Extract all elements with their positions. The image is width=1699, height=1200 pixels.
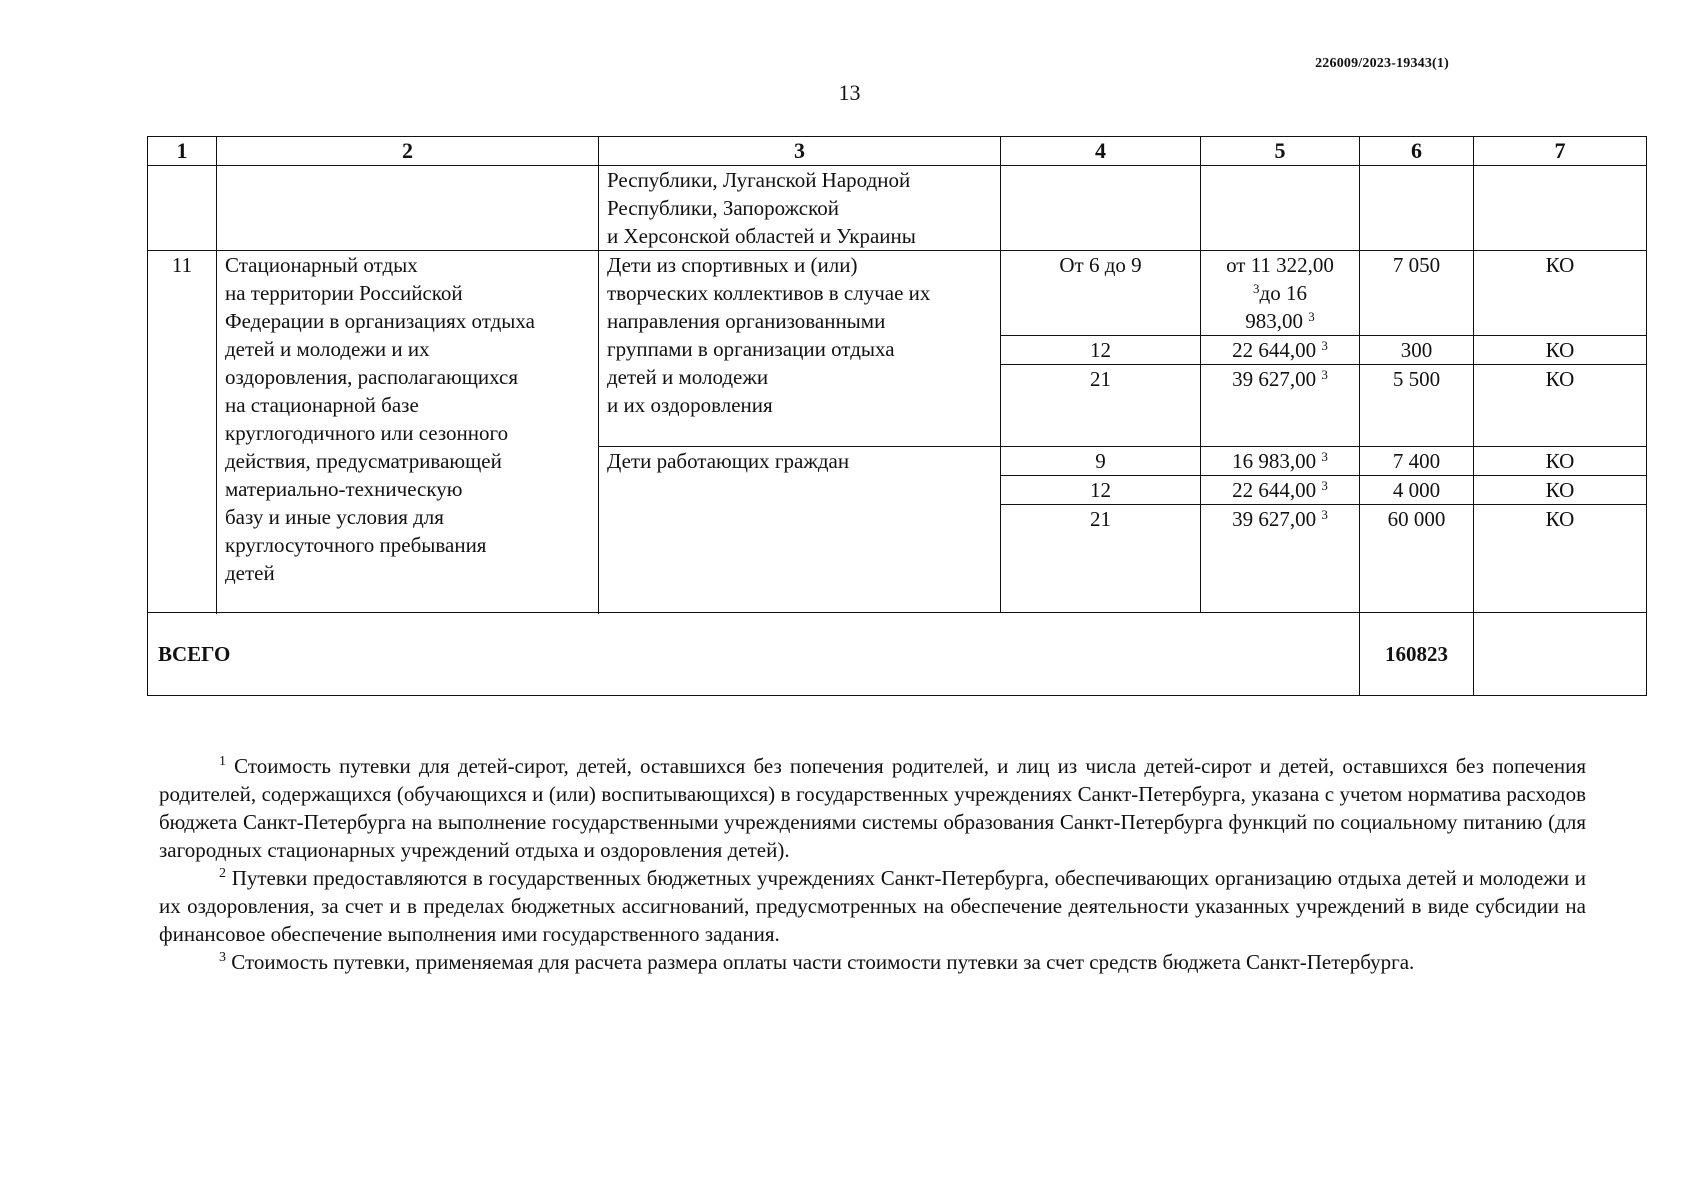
source-cell: КО bbox=[1474, 505, 1647, 613]
footnote-ref: 3 bbox=[1253, 281, 1260, 296]
footnote-ref: 3 bbox=[1308, 309, 1315, 324]
continuation-category bbox=[599, 166, 1001, 251]
days-cell: От 6 до 9 bbox=[1001, 251, 1201, 336]
row-number: 11 bbox=[148, 251, 217, 613]
cost-cell: 39 627,00 $^3$ bbox=[1201, 505, 1360, 613]
column-header: 4 bbox=[1001, 137, 1201, 166]
child-category: Дети работающих граждан bbox=[599, 447, 1001, 613]
footnote-ref: 3 bbox=[1321, 478, 1328, 493]
footnote-ref: 3 bbox=[1321, 507, 1328, 522]
footnote-2: $^2$ Путевки предоставляются в государственных бюджетных учреждениях Санкт-Петербурга, обеспечивающих организацию отдыха детей и молодежи и их оздоровления, за счет и в пределах бюджетных ассигнований, предусмотренных на обеспечение деятельности указанных учреждений в виде субсидии на финансовое обеспечение выполнения ими государственного задания. bbox=[159, 866, 1586, 946]
count-cell: 7 400 bbox=[1360, 447, 1474, 476]
days-cell: 21 bbox=[1001, 365, 1201, 447]
column-header: 3 bbox=[599, 137, 1001, 166]
column-header: 7 bbox=[1474, 137, 1647, 166]
table-row bbox=[148, 251, 1647, 336]
footnote-mark: 2 bbox=[219, 866, 226, 881]
source-cell: КО bbox=[1474, 365, 1647, 447]
source-cell: КО bbox=[1474, 251, 1647, 336]
days-cell: 12 bbox=[1001, 336, 1201, 365]
text-line: и Херсонской областей и Украины bbox=[607, 224, 916, 248]
page-number: 13 bbox=[838, 80, 861, 105]
footnote-mark: 1 bbox=[219, 754, 226, 769]
source-cell: КО bbox=[1474, 476, 1647, 505]
source-cell: КО bbox=[1474, 447, 1647, 476]
source-cell: КО bbox=[1474, 336, 1647, 365]
table-header-row bbox=[148, 137, 1647, 166]
total-row bbox=[148, 613, 1647, 696]
cost-cell: 39 627,00 $^3$ bbox=[1201, 365, 1360, 447]
cost-cell: 22 644,00 $^3$ bbox=[1201, 336, 1360, 365]
cost-cell: от 11 322,00 $^3$до 16 983,00 $^3$ bbox=[1201, 251, 1360, 336]
column-header: 6 bbox=[1360, 137, 1474, 166]
column-header: 5 bbox=[1201, 137, 1360, 166]
rest-type-description: Стационарный отдых на территории Российской Федерации в организациях отдыха детей и молодежи и их оздоровления, располагающихся на стационарной базе круглогодичного или сезонного действия, предусматривающей материально-техническую базу и иные условия для круглосуточного пребывания детей bbox=[217, 251, 599, 613]
total-label: ВСЕГО bbox=[148, 613, 1360, 696]
count-cell: 300 bbox=[1360, 336, 1474, 365]
text-line: Республики, Запорожской bbox=[607, 196, 839, 220]
allocation-table bbox=[147, 136, 1647, 696]
document-id: 226009/2023-19343(1) bbox=[1315, 56, 1449, 71]
count-cell: 60 000 bbox=[1360, 505, 1474, 613]
total-value: 160823 bbox=[1360, 613, 1474, 696]
count-cell: 7 050 bbox=[1360, 251, 1474, 336]
days-cell: 21 bbox=[1001, 505, 1201, 613]
days-cell: 9 bbox=[1001, 447, 1201, 476]
footnote-3: $^3$ Стоимость путевки, применяемая для расчета размера оплаты части стоимости путевки за счет средств бюджета Санкт-Петербурга. bbox=[219, 950, 1415, 974]
footnotes bbox=[159, 752, 1586, 976]
footnote-ref: 3 bbox=[1321, 449, 1328, 464]
footnote-mark: 3 bbox=[219, 950, 226, 965]
column-header: 1 bbox=[148, 137, 217, 166]
column-header: 2 bbox=[217, 137, 599, 166]
text-line: Республики, Луганской Народной bbox=[607, 168, 911, 192]
cost-cell: 16 983,00 $^3$ bbox=[1201, 447, 1360, 476]
days-cell: 12 bbox=[1001, 476, 1201, 505]
footnote-ref: 3 bbox=[1321, 367, 1328, 382]
footnote-1: $^1$ Стоимость путевки для детей-сирот, детей, оставшихся без попечения родителей, и лиц из числа детей-сирот и детей, оставшихся без попечения родителей, содержащихся (обучающихся и (или) воспитывающихся) в государственных учреждениях Санкт-Петербурга, указана с учетом норматива расходов бюджета Санкт-Петербурга на выполнение государственными учреждениями системы образования Санкт-Петербурга функций по социальному питанию (для загородных стационарных учреждений отдыха и оздоровления детей). bbox=[159, 754, 1587, 862]
count-cell: 5 500 bbox=[1360, 365, 1474, 447]
table-row-continuation bbox=[148, 166, 1647, 251]
footnote-ref: 3 bbox=[1321, 338, 1328, 353]
cost-cell: 22 644,00 $^3$ bbox=[1201, 476, 1360, 505]
count-cell: 4 000 bbox=[1360, 476, 1474, 505]
child-category: Дети из спортивных и (или) творческих коллективов в случае их направления организованными группами в организации отдыха детей и молодежи и их оздоровления bbox=[599, 251, 1001, 447]
